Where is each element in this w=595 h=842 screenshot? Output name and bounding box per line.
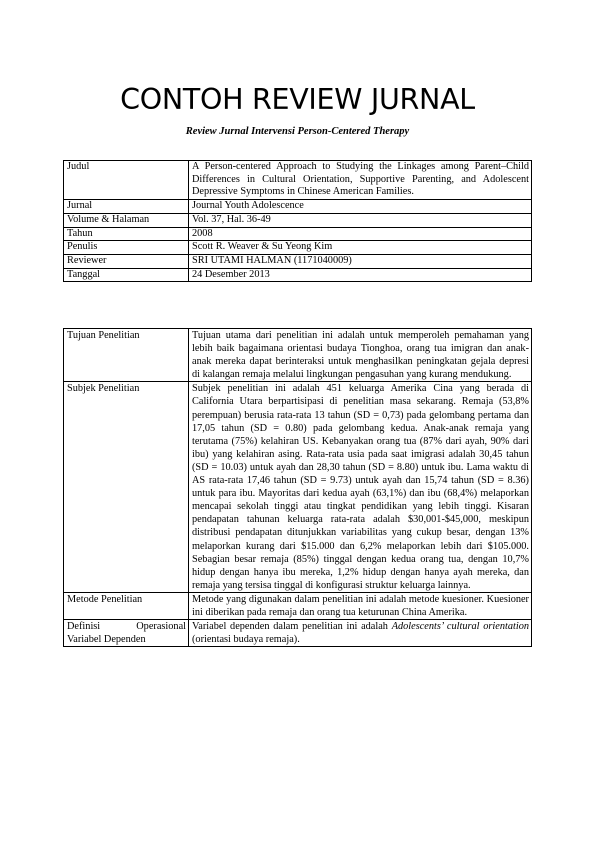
table-row [64,592,532,619]
journal-metadata-table [63,160,532,282]
tujuan-label: Tujuan Penelitian [64,329,189,382]
table-row [64,620,532,647]
metadata-label: Penulis [64,241,189,255]
metode-label: Metode Penelitian [64,592,189,619]
subjek-value: Subjek penelitian ini adalah 451 keluarga Amerika Cina yang berada di California Utara berpartisipasi di penelitian masa sekarang. Remaja (53,8% perempuan) berusia rata-rata 13 tahun (SD = 0,73) pada gelombang pertama dan 17,05 tahun (SD = 0.80) pada gelombang kedua. Anak-anak remaja yang terutama (75%) kelahiran US. Kebanyakan orang tua (87% dari ayah, 90% dari ibu) yang kelahiran asing. Rata-rata usia pada saat imigrasi adalah 30,45 tahun (SD = 10.03) untuk ayah dan 28,30 tahun (SD = 8.80) untuk ibu. Lama waktu di AS rata-rata 17,46 tahun (SD = 9.73) untuk ayah dan 15,74 tahun (SD = 8.36) untuk para ibu. Mayoritas dari kedua ayah (63,1%) dan ibu (68,4%) melaporkan mencapai sekolah tinggi atau tingkat pendidikan yang lebih tinggi. Kisaran pendapatan tahunan keluarga rata-rata adalah $30,001-$45,000, meskipun distribusi pendapatan ditunjukkan variabilitas yang cukup besar, dengan 13% melaporkan kurang dari $15.000 dan 6,2% melaporkan lebih dari $105.000. Sebagian besar remaja (85%) tinggal dengan kedua orang tua, dengan 10,7% hidup dengan hanya ibu mereka, 1,2% hidup dengan hanya ayah mereka, dan remaja yang tersisa tinggal di konfigurasi struktur keluarga lainnya. [189,382,532,593]
metadata-value: 2008 [189,227,532,241]
metadata-value: 24 Desember 2013 [189,268,532,282]
metadata-label: Tahun [64,227,189,241]
definisi-label-line1: Definisi Operasional [67,621,186,633]
table-row [64,161,532,200]
metadata-label: Jurnal [64,200,189,214]
table-row [64,268,532,282]
tujuan-value: Tujuan utama dari penelitian ini adalah untuk memperoleh pemahaman yang lebih baik bagaimana orientasi budaya Tionghoa, orang tua imigran dan anak-anak mereka dapat berinteraksi untuk menghasilkan peningkatan gejala depresi di kalangan remaja melalui lingkungan pengasuhan yang kurang mendukung. [189,329,532,382]
definisi-label-line2: Variabel Dependen [67,634,146,646]
definisi-value [189,620,532,647]
definisi-label [64,620,189,647]
metadata-value: SRI UTAMI HALMAN (1171040009) [189,254,532,268]
metadata-label: Judul [64,161,189,200]
metadata-label: Reviewer [64,254,189,268]
table-row [64,329,532,382]
document-title: CONTOH REVIEW JURNAL [120,83,475,116]
table-row [64,382,532,593]
definisi-value-italic: Adolescents’ cultural orientation [391,621,529,633]
metadata-value: Scott R. Weaver & Su Yeong Kim [189,241,532,255]
metadata-label: Tanggal [64,268,189,282]
review-table [63,328,532,647]
metadata-value: Vol. 37, Hal. 36-49 [189,213,532,227]
subjek-label: Subjek Penelitian [64,382,189,593]
table-row [64,200,532,214]
metadata-value: A Person-centered Approach to Studying the Linkages among Parent–Child Differences in Cultural Orientation, Supportive Parenting, and Adolescent Depressive Symptoms in Chinese American Families. [189,161,532,200]
document-subtitle: Review Jurnal Intervensi Person-Centered Therapy [185,126,410,137]
metode-value: Metode yang digunakan dalam penelitian ini adalah metode kuesioner. Kuesioner ini diberikan pada remaja dan orang tua keturunan China Amerika. [189,592,532,619]
metadata-value: Journal Youth Adolescence [189,200,532,214]
table-row [64,213,532,227]
metadata-label: Volume & Halaman [64,213,189,227]
table-row [64,254,532,268]
definisi-value-suffix: (orientasi budaya remaja). [192,634,300,646]
table-row [64,227,532,241]
table-row [64,241,532,255]
definisi-value-prefix: Variabel dependen dalam penelitian ini adalah [192,621,392,633]
